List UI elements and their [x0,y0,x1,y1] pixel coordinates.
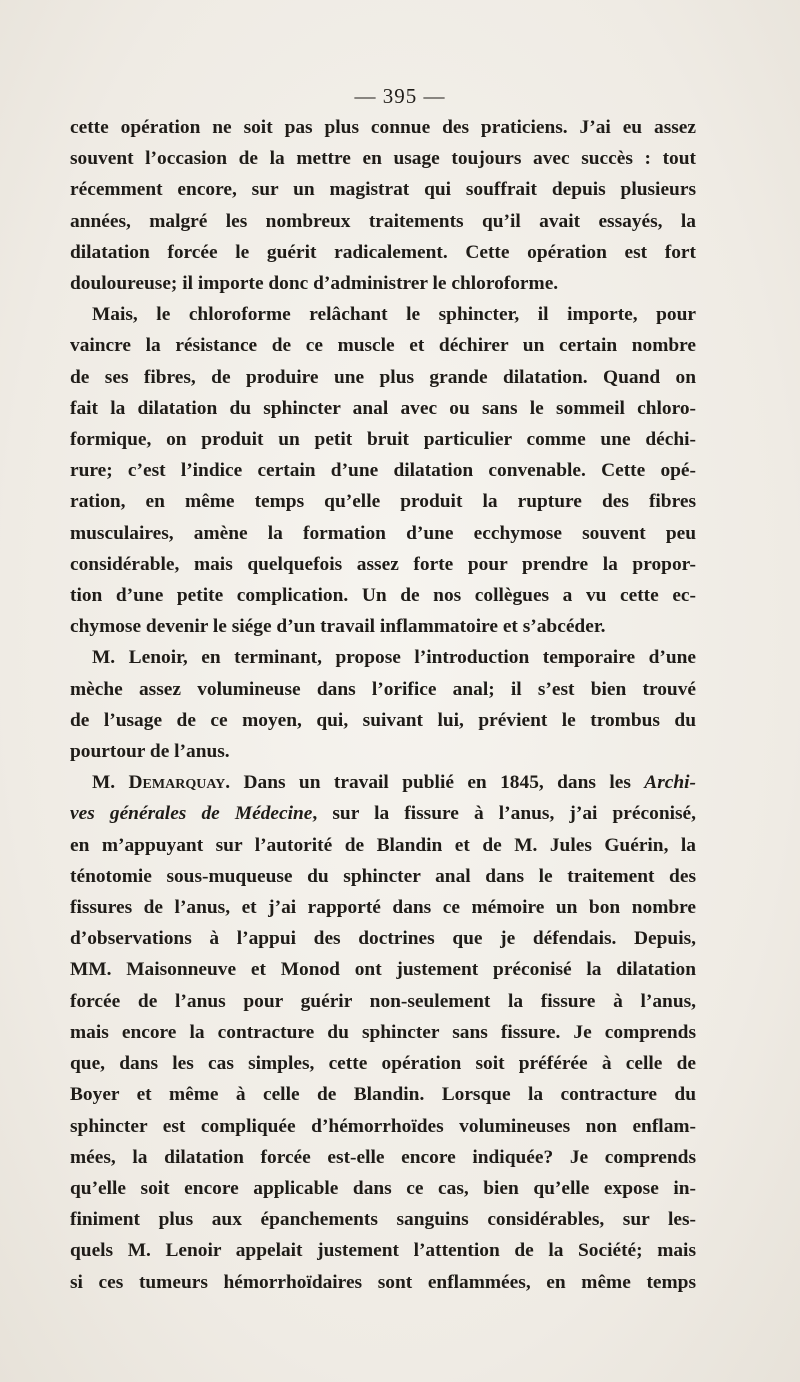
journal-title-part: ves générales de Médecine [70,803,313,825]
text-line: récemment encore, sur un magistrat qui souffrait depuis plusieurs [70,179,696,201]
text-line: fissures de l’anus, et j’ai rapporté dans ce mémoire un bon nombre [70,897,696,919]
text-fragment: , sur la fissure à l’anus, j’ai préconisé, [312,803,696,825]
text-line: souvent l’occasion de la mettre en usage toujours avec succès : tout [70,148,696,170]
text-line [70,767,696,798]
paragraph-2 [70,299,696,642]
text-line: qu’elle soit encore applicable dans ce cas, bien qu’elle expose in- [70,1177,696,1199]
text-line: forcée de l’anus pour guérir non-seulement la fissure à l’anus, [70,990,696,1012]
text-line: de ses fibres, de produire une plus grande dilatation. Quand on [70,366,696,388]
text-line: mais encore la contracture du sphincter sans fissure. Je comprends [70,1021,696,1043]
paragraph-1 [70,112,696,299]
text-line: finiment plus aux épanchements sanguins considérables, sur les- [70,1209,696,1231]
body-text [70,112,696,1298]
text-line: vaincre la résistance de ce muscle et déchirer un certain nombre [70,335,696,357]
text-line [70,798,696,829]
text-line: ration, en même temps qu’elle produit la rupture des fibres [70,491,696,513]
text-line: mèche assez volumineuse dans l’orifice anal; il s’est bien trouvé [70,678,696,700]
text-line: ténotomie sous-muqueuse du sphincter anal dans le traitement des [70,865,696,887]
text-line: Boyer et même à celle de Blandin. Lorsque la contracture du [70,1084,696,1106]
paragraph-4 [70,767,696,1297]
text-line: considérable, mais quelquefois assez forte pour prendre la propor- [70,553,696,575]
text-line: pourtour de l’anus. [70,741,230,763]
paragraph-3 [70,642,696,767]
text-line: que, dans les cas simples, cette opération soit préférée à celle de [70,1053,696,1075]
text-line: MM. Maisonneuve et Monod ont justement préconisé la dilatation [70,959,696,981]
text-line: quels M. Lenoir appelait justement l’attention de la Société; mais [70,1240,696,1262]
text-line: dilatation forcée le guérit radicalement. Cette opération est fort [70,241,696,263]
text-line: en m’appuyant sur l’autorité de Blandin et de M. Jules Guérin, la [70,834,696,856]
text-line: mées, la dilatation forcée est-elle encore indiquée? Je comprends [70,1146,696,1168]
text-line: musculaires, amène la formation d’une ecchymose souvent peu [70,522,696,544]
text-line: cette opération ne soit pas plus connue des praticiens. J’ai eu assez [70,117,696,138]
page-number: — 395 — [354,84,446,108]
text-line: rure; c’est l’indice certain d’une dilatation convenable. Cette opé- [70,460,696,482]
text-line: années, malgré les nombreux traitements qu’il avait essayés, la [70,210,696,232]
text-line: d’observations à l’appui des doctrines que je défendais. Depuis, [70,928,696,950]
text-fragment: Dans un travail publié en 1845, dans les [230,772,645,794]
text-line: si ces tumeurs hémorrhoïdaires sont enflammées, en même temps [70,1271,696,1293]
journal-title-part: Archi- [644,772,696,794]
speaker-name: M. Demarquay. [92,772,231,794]
text-line: sphincter est compliquée d’hémorrhoïdes volumineuses non enflam- [70,1115,696,1137]
text-line: formique, on produit un petit bruit particulier comme une déchi- [70,429,696,451]
text-line: M. Lenoir, en terminant, propose l’introduction temporaire d’une [92,647,696,669]
text-line: douloureuse; il importe donc d’administrer le chloroforme. [70,273,559,295]
text-line: fait la dilatation du sphincter anal avec ou sans le sommeil chloro- [70,397,696,419]
text-line: de l’usage de ce moyen, qui, suivant lui, prévient le trombus du [70,709,696,731]
text-line: tion d’une petite complication. Un de nos collègues a vu cette ec- [70,585,696,607]
text-line: chymose devenir le siége d’un travail inflammatoire et s’abcéder. [70,616,606,638]
text-line: Mais, le chloroforme relâchant le sphincter, il importe, pour [92,304,696,326]
